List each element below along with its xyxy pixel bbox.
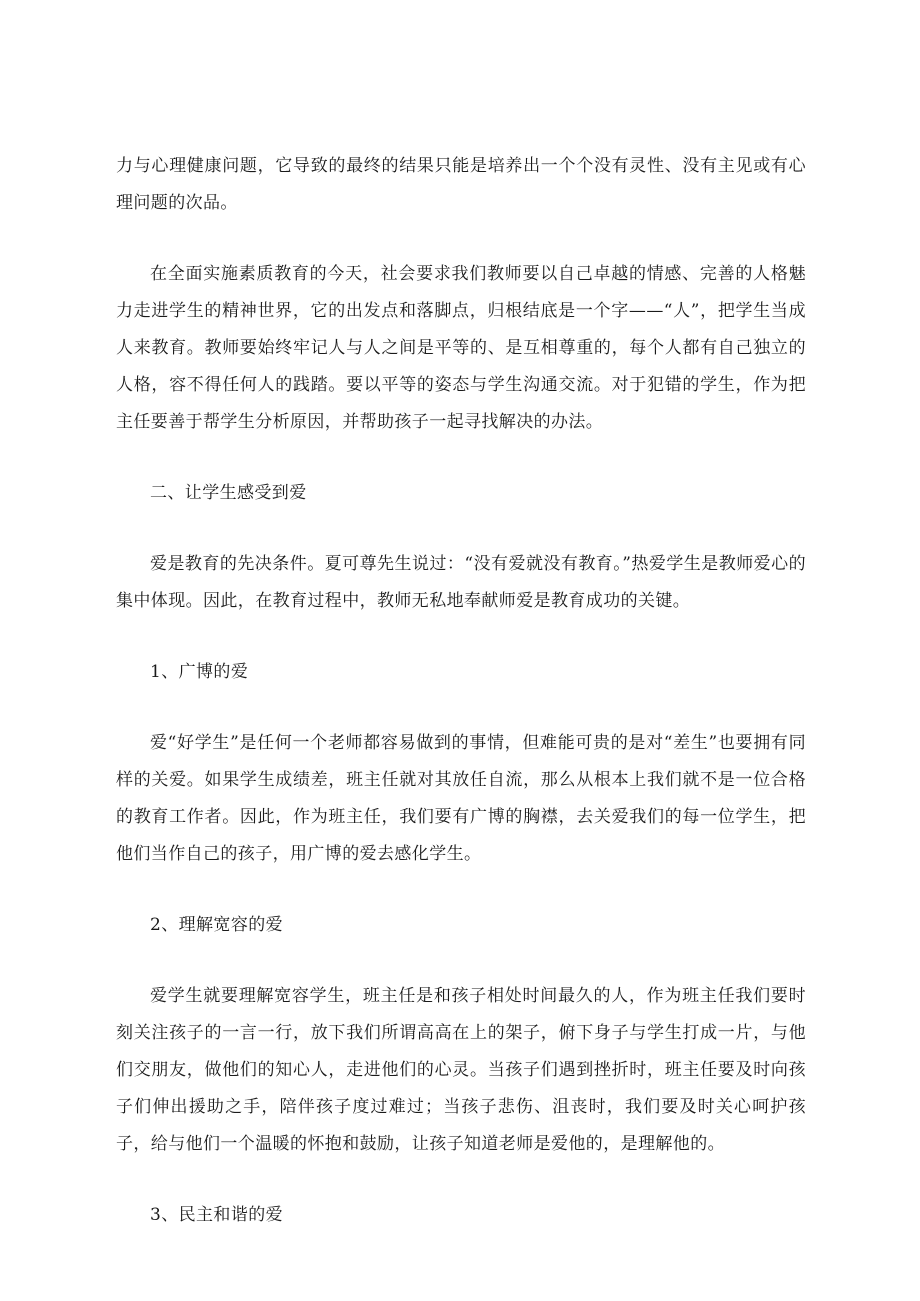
- subheading-broad-love: 1、广博的爱: [150, 662, 249, 682]
- paragraph-broad-love: 爱“好学生”是任何一个老师都容易做到的事情，但难能可贵的是对“差生”也要拥有同样的关爱。如果学生成绩差，班主任就对其放任自流，那么从根本上我们就不是一位合格的教育工作者。因此，作为班主任，我们要有广博的胸襟，去关爱我们的每一位学生，把他们当作自己的孩子，用广博的爱去感化学生。: [116, 733, 806, 864]
- document-page: [116, 148, 806, 1268]
- paragraph-love-intro: 爱是教育的先决条件。夏可尊先生说过：“没有爱就没有教育。”热爱学生是教师爱心的集中体现。因此，在教育过程中，教师无私地奉献师爱是教育成功的关键。: [116, 554, 806, 611]
- subheading-democratic-love: 3、民主和谐的爱: [150, 1205, 284, 1225]
- subheading-understanding-love: 2、理解宽容的爱: [150, 915, 284, 935]
- paragraph-understanding-love: 爱学生就要理解宽容学生，班主任是和孩子相处时间最久的人，作为班主任我们要时刻关注孩子的一言一行，放下我们所谓高高在上的架子，俯下身子与学生打成一片，与他们交朋友，做他们的知心人，走进他们的心灵。当孩子们遇到挫折时，班主任要及时向孩子们伸出援助之手，陪伴孩子度过难过；当孩子悲伤、沮丧时，我们要及时关心呵护孩子，给与他们一个温暖的怀抱和鼓励，让孩子知道老师是爱他的，是理解他的。: [116, 986, 806, 1154]
- paragraph-respect: 在全面实施素质教育的今天，社会要求我们教师要以自己卓越的情感、完善的人格魅力走进学生的精神世界，它的出发点和落脚点，归根结底是一个字——“人”，把学生当成人来教育。教师要始终牢记人与人之间是平等的、是互相尊重的，每个人都有自己独立的人格，容不得任何人的践踏。要以平等的姿态与学生沟通交流。对于犯错的学生，作为把主任要善于帮学生分析原因，并帮助孩子一起寻找解决的办法。: [116, 264, 806, 432]
- section-heading-love: 二、让学生感受到爱: [150, 483, 307, 503]
- paragraph-continuation: 力与心理健康问题，它导致的最终的结果只能是培养出一个个没有灵性、没有主见或有心理问题的次品。: [116, 156, 806, 213]
